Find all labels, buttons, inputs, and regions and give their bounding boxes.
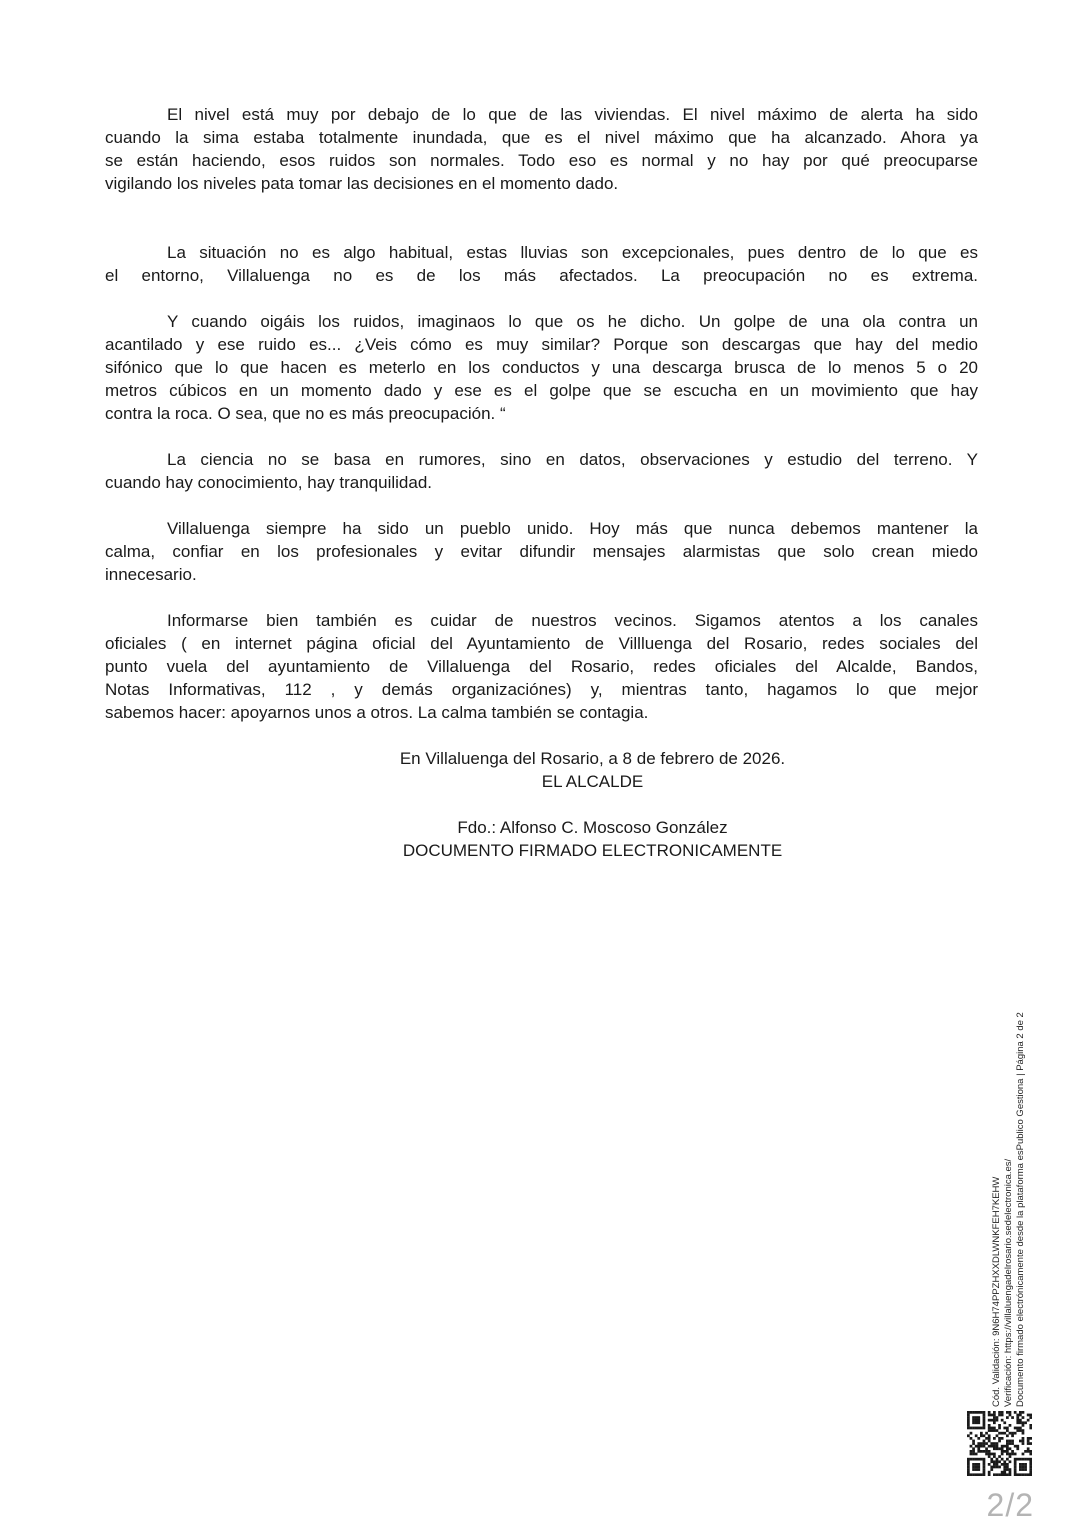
signer-name: Fdo.: Alfonso C. Moscoso González <box>457 818 728 837</box>
paragraph <box>105 609 978 724</box>
text-line: La situación no es algo habitual, estas lluvias son excepcionales, pues dentro de lo que es <box>167 243 978 262</box>
text-line: El nivel está muy por debajo de lo que de las viviendas. El nivel máximo de alerta ha sido <box>167 105 978 124</box>
validation-code-text: Cód. Validación: 9N6H74PPZHXXDLWNKFEH7KEHW <box>991 1176 1002 1407</box>
paragraph <box>105 241 978 287</box>
paragraph <box>105 103 978 195</box>
text-line: cuando la sima estaba totalmente inundada, que es el nivel máximo que ha alcanzado. Ahora ya <box>105 128 978 147</box>
text-line: sifónico que lo que hacen es meterlo en los conductos y una descarga brusca de lo menos 5 o 20 <box>105 358 978 377</box>
text-line: vigilando los niveles pata tomar las decisiones en el momento dado. <box>105 174 619 193</box>
text-line: contra la roca. O sea, que no es más preocupación. “ <box>105 404 506 423</box>
signature-block <box>105 747 1080 862</box>
text-line: acantilado y ese ruido es... ¿Veis cómo es muy similar? Porque son descargas que hay del medio <box>105 335 978 354</box>
text-line: cuando hay conocimiento, hay tranquilidad. <box>105 473 432 492</box>
platform-note-text: Documento firmado electrónicamente desde la plataforma esPublico Gestiona | Página 2 de 2 <box>1015 1012 1026 1407</box>
text-line: Villaluenga siempre ha sido un pueblo unido. Hoy más que nunca debemos mantener la <box>167 519 978 538</box>
page-indicator: 2/2 <box>986 1487 1034 1523</box>
margin-validation-text <box>991 948 1027 1407</box>
blank-line <box>105 793 1080 816</box>
closing-place-date: En Villaluenga del Rosario, a 8 de febrero de 2026. <box>399 749 786 768</box>
qr-code <box>967 1411 1032 1476</box>
text-line: metros cúbicos en un momento dado y ese es el golpe que se escucha en un movimiento que hay <box>105 381 978 400</box>
text-line: La ciencia no se basa en rumores, sino en datos, observaciones y estudio del terreno. Y <box>167 450 978 469</box>
paragraph <box>105 310 978 425</box>
paragraph <box>105 448 978 494</box>
text-line: se están haciendo, esos ruidos son normales. Todo eso es normal y no hay por qué preocuparse <box>105 151 978 170</box>
text-line: punto vuela del ayuntamiento de Villaluenga del Rosario, redes oficiales del Alcalde, Bandos, <box>105 657 978 676</box>
text-line: Y cuando oigáis los ruidos, imaginaos lo que os he dicho. Un golpe de una ola contra un <box>167 312 978 331</box>
text-line: sabemos hacer: apoyarnos unos a otros. La calma también se contagia. <box>105 703 649 722</box>
signature-note: DOCUMENTO FIRMADO ELECTRONICAMENTE <box>402 841 783 860</box>
paragraph <box>105 517 978 586</box>
text-line: innecesario. <box>105 565 197 584</box>
document-body <box>105 103 978 747</box>
text-line: el entorno, Villaluenga no es de los más afectados. La preocupación no es extrema. <box>105 266 978 285</box>
text-line: calma, confiar en los profesionales y evitar difundir mensajes alarmistas que solo crean miedo <box>105 542 978 561</box>
text-line: Notas Informativas, 112 , y demás organizaciónes) y, mientras tanto, hagamos lo que mejor <box>105 680 978 699</box>
text-line: Informarse bien también es cuidar de nuestros vecinos. Sigamos atentos a los canales <box>167 611 978 630</box>
text-line: oficiales ( en internet página oficial del Ayuntamiento de Villluenga del Rosario, redes sociales del <box>105 634 978 653</box>
verification-url-text: Verificación: https://villaluengadelrosario.sedelectronica.es/ <box>1003 1158 1014 1407</box>
signer-title: EL ALCALDE <box>541 772 644 791</box>
